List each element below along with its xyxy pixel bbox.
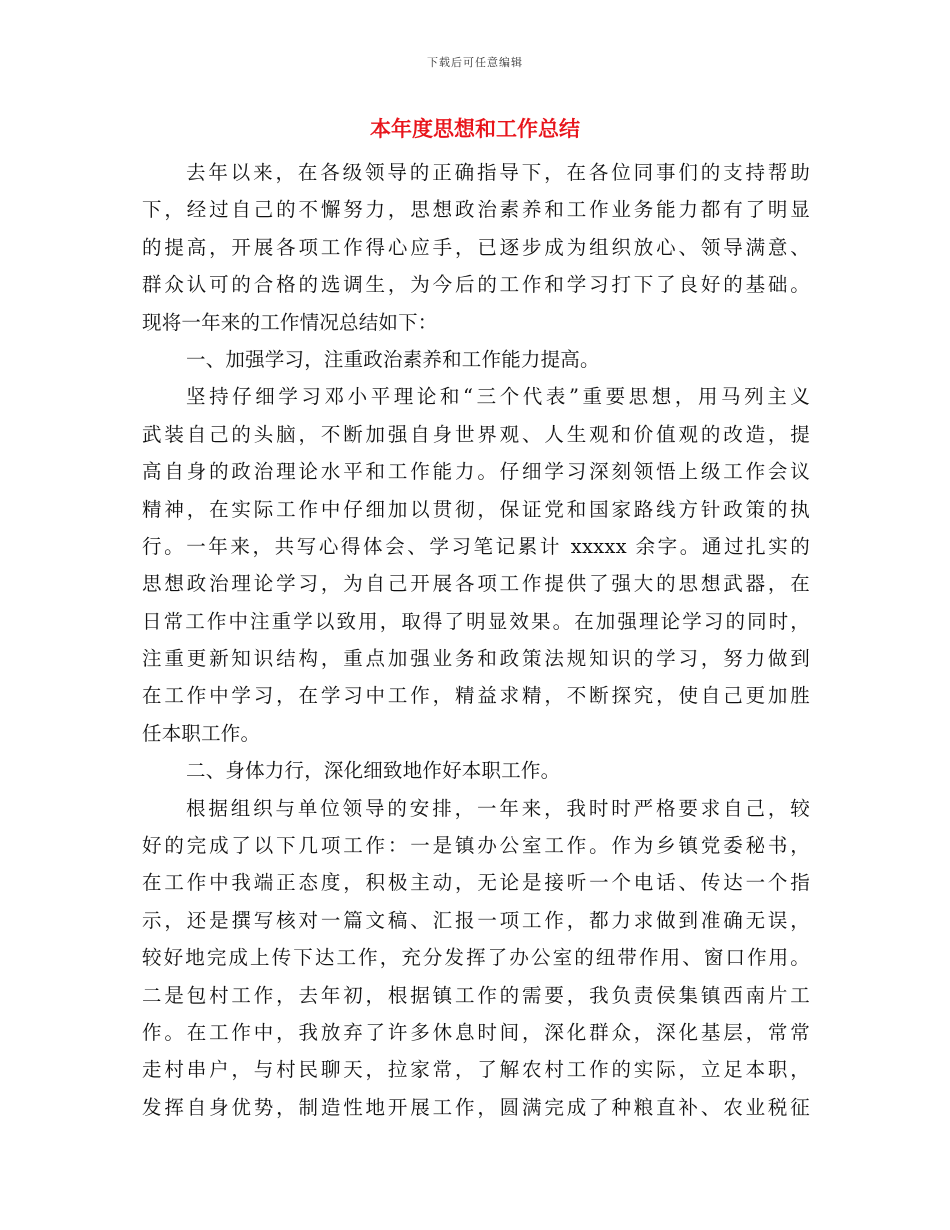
body-line: 群众认可的合格的选调生，为今后的工作和学习打下了良好的基础。 xyxy=(142,273,810,297)
body-line: 示，还是撰写核对一篇文稿、汇报一项工作，都力求做到准确无误， xyxy=(142,908,810,932)
body-line: 武装自己的头脑，不断加强自身世界观、人生观和价值观的改造，提 xyxy=(142,422,810,446)
body-line: 去年以来，在各级领导的正确指导下，在各位同事们的支持帮助 xyxy=(186,161,810,184)
body-line: 思想政治理论学习，为自己开展各项工作提供了强大的思想武器，在 xyxy=(142,572,810,596)
body-line: 好的完成了以下几项工作：一是镇办公室工作。作为乡镇党委秘书， xyxy=(142,834,810,858)
body-line: 根据组织与单位领导的安排，一年来，我时时严格要求自己，较 xyxy=(186,796,810,820)
body-line: 的提高，开展各项工作得心应手，已逐步成为组织放心、领导满意、 xyxy=(142,235,810,259)
body-line: 现将一年来的工作情况总结如下： xyxy=(142,310,438,334)
body-line: 在工作中我端正态度，积极主动，无论是接听一个电话、传达一个指 xyxy=(142,871,810,895)
body-line: 高自身的政治理论水平和工作能力。仔细学习深刻领悟上级工作会议 xyxy=(142,460,810,484)
document-body xyxy=(142,154,810,1126)
body-line: 二是包村工作，去年初，根据镇工作的需要，我负责侯集镇西南片工 xyxy=(142,983,810,1007)
body-line: 行。一年来，共写心得体会、学习笔记累计 xxxxx 余字。通过扎实的 xyxy=(142,534,810,558)
body-line: 在工作中学习，在学习中工作，精益求精，不断探究，使自己更加胜 xyxy=(142,684,810,708)
body-line: 较好地完成上传下达工作，充分发挥了办公室的纽带作用、窗口作用。 xyxy=(142,946,810,970)
body-line: 任本职工作。 xyxy=(142,721,261,745)
body-line: 作。在工作中，我放弃了许多休息时间，深化群众，深化基层，常常 xyxy=(142,1020,810,1044)
body-line: 一、加强学习，注重政治素养和工作能力提高。 xyxy=(186,347,600,371)
body-line: 注重更新知识结构，重点加强业务和政策法规知识的学习，努力做到 xyxy=(142,647,810,671)
body-line: 走村串户，与村民聊天，拉家常，了解农村工作的实际，立足本职， xyxy=(142,1058,810,1082)
body-line: 精神，在实际工作中仔细加以贯彻，保证党和国家路线方针政策的执 xyxy=(142,497,810,521)
body-line: 二、身体力行，深化细致地作好本职工作。 xyxy=(186,759,561,783)
body-line: 日常工作中注重学以致用，取得了明显效果。在加强理论学习的同时， xyxy=(142,609,810,633)
body-line: 坚持仔细学习邓小平理论和“三个代表”重要思想，用马列主义 xyxy=(186,385,810,409)
body-line: 发挥自身优势，制造性地开展工作，圆满完成了种粮直补、农业税征 xyxy=(142,1095,810,1119)
document-title: 本年度思想和工作总结 xyxy=(370,117,580,141)
header-note: 下载后可任意编辑 xyxy=(427,56,523,69)
body-line: 下，经过自己的不懈努力，思想政治素养和工作业务能力都有了明显 xyxy=(142,198,810,222)
